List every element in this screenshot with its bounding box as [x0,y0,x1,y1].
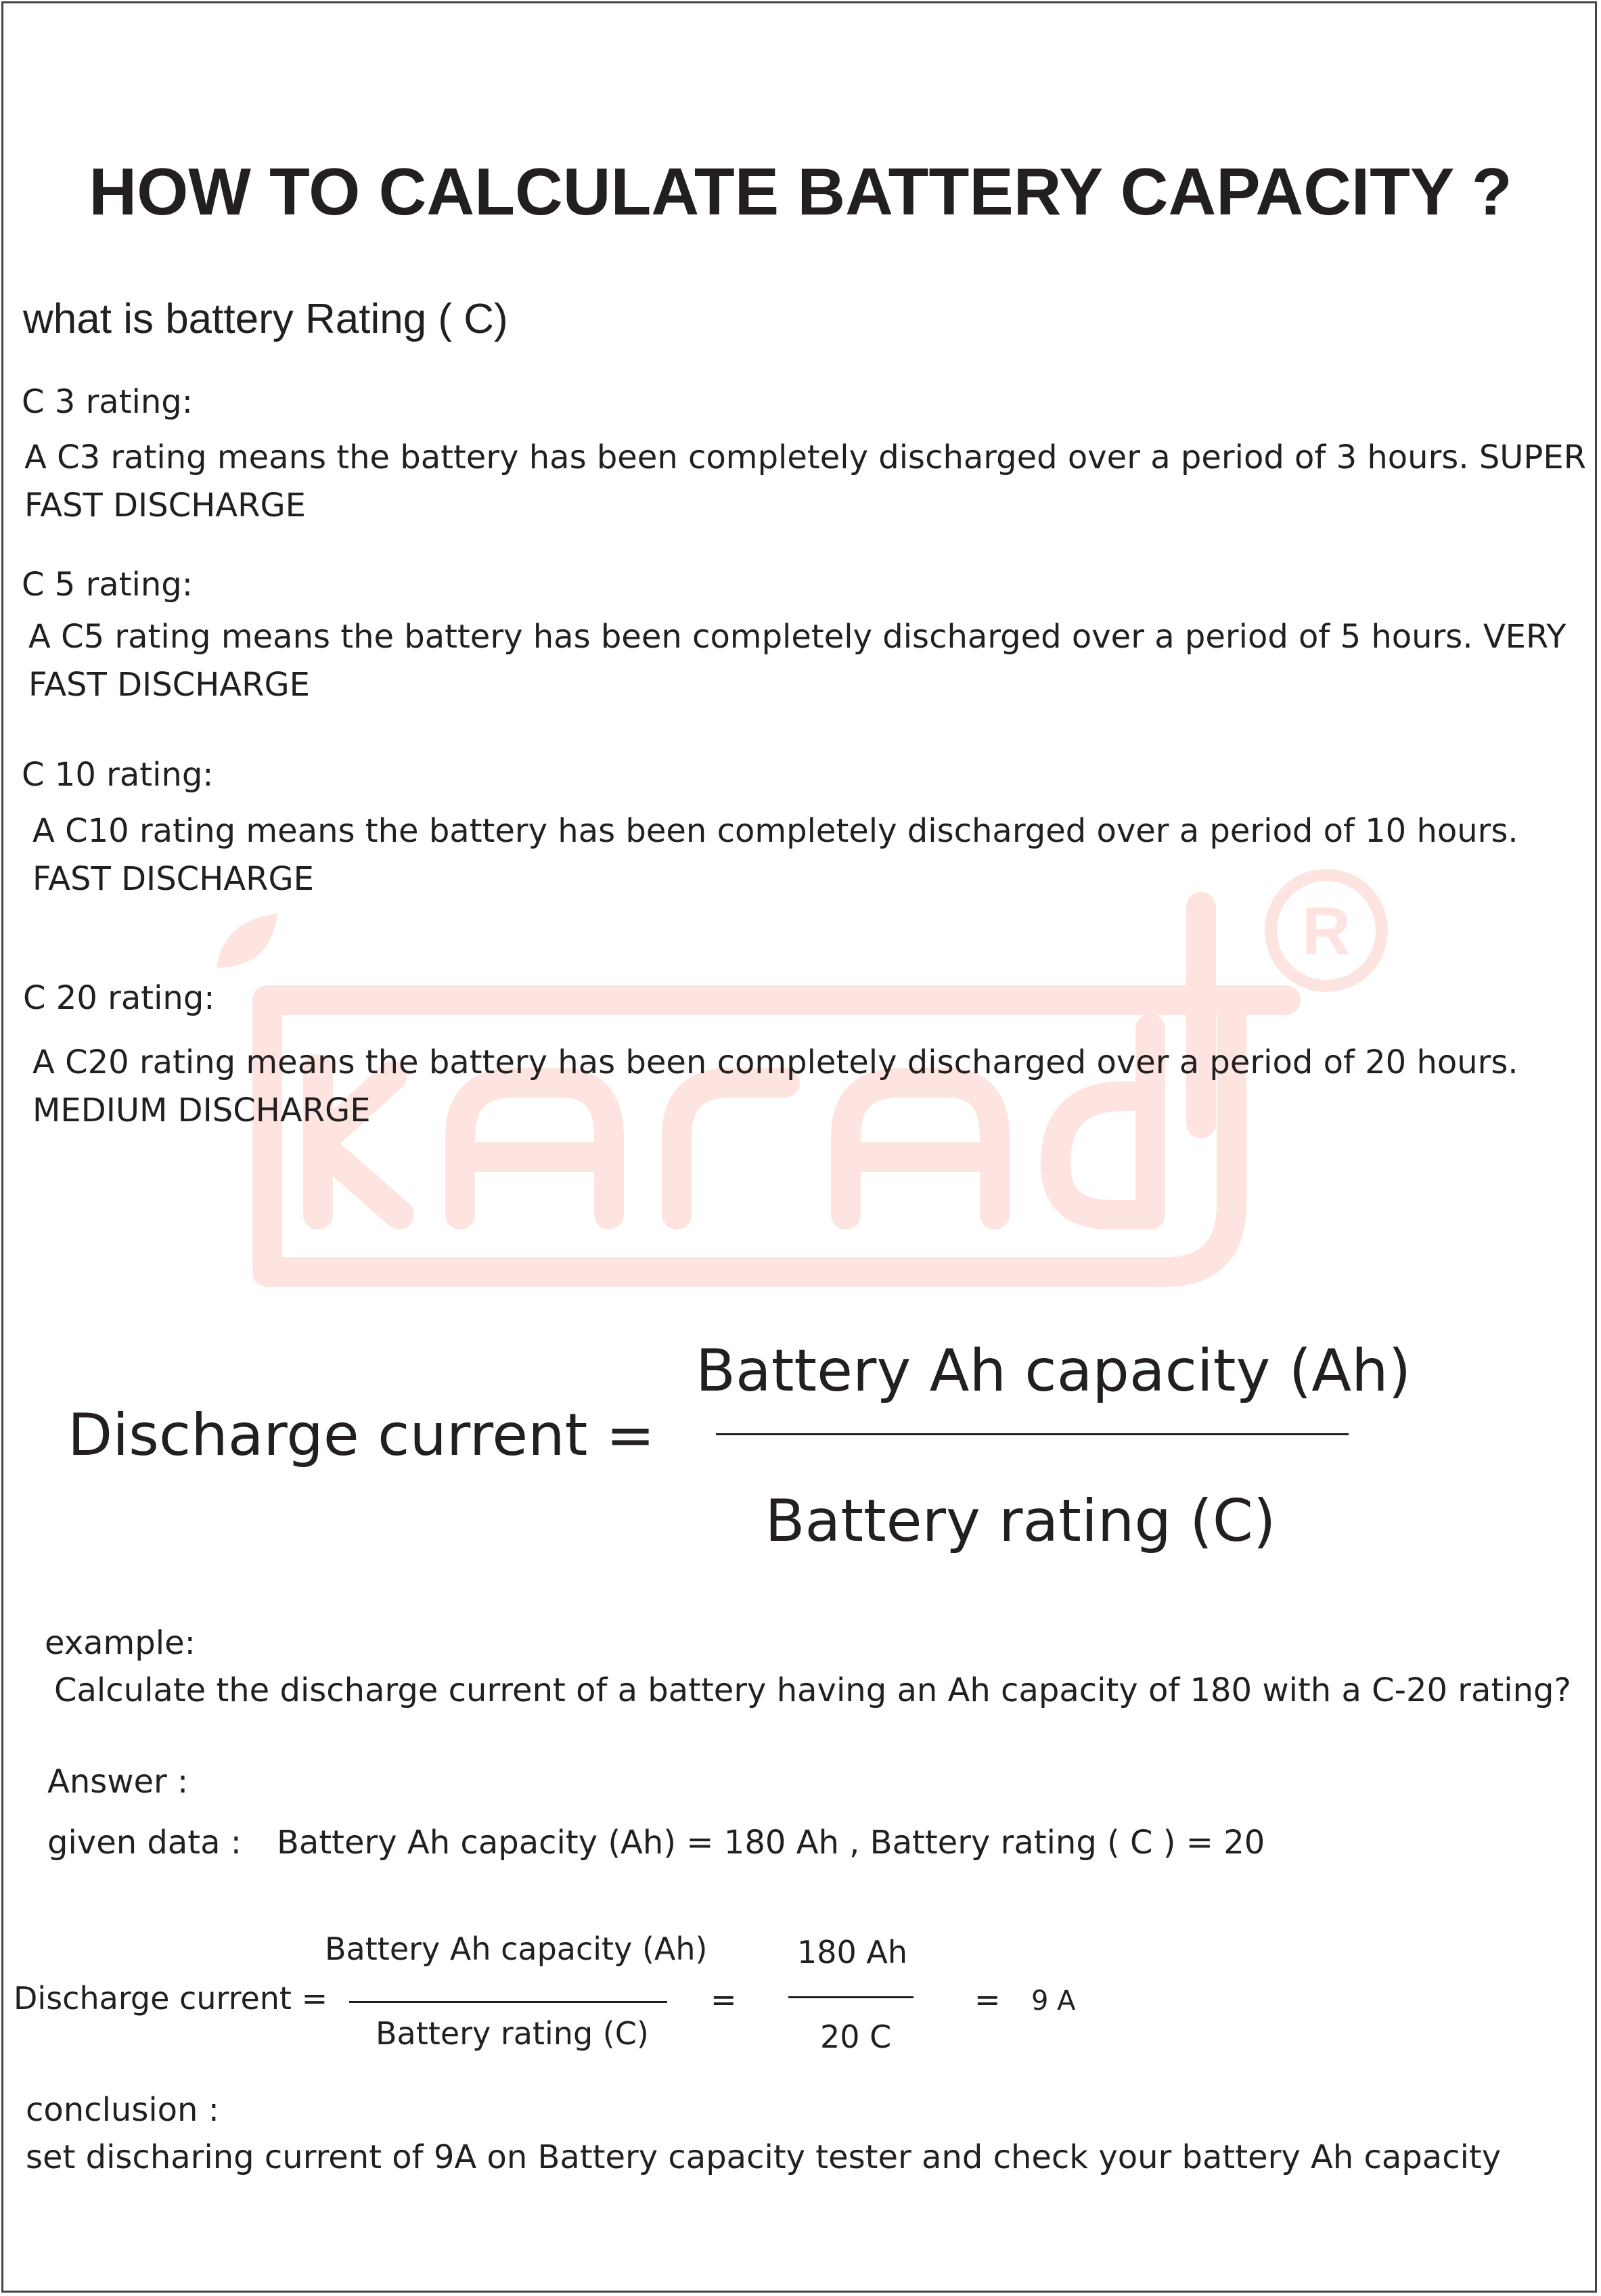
svg-text:R: R [1301,893,1351,969]
section-heading: what is battery Rating ( C) [23,296,508,342]
formula-fraction-bar [716,1433,1349,1435]
calc-result: 9 A [1031,1985,1076,2017]
calc-lhs: Discharge current = [14,1980,328,2017]
formula-lhs: Discharge current = [68,1401,655,1469]
rating-desc-c20-line1: A C20 rating means the battery has been completely discharged over a period of 20 hours. [32,1043,1518,1081]
calc-equals-1: = [711,1981,737,2018]
example-label: example: [45,1624,196,1662]
rating-label-c5: C 5 rating: [22,566,193,604]
formula-numerator: Battery Ah capacity (Ah) [696,1337,1412,1405]
rating-desc-c10 [32,807,1518,903]
rating-desc-c5-line1: A C5 rating means the battery has been completely discharged over a period of 5 hours. VERY [28,618,1566,656]
rating-desc-c5 [28,613,1566,709]
answer-label: Answer : [47,1763,189,1801]
given-data-text: Battery Ah capacity (Ah) = 180 Ah , Battery rating ( C ) = 20 [277,1824,1265,1862]
calc-num-value: 180 Ah [797,1934,908,1971]
calc-fraction-bar [349,2001,667,2003]
calc-value-fraction-bar [788,1996,914,1998]
rating-label-c10: C 10 rating: [22,756,214,794]
given-data-label: given data : [47,1824,242,1862]
conclusion-label: conclusion : [26,2091,219,2129]
rating-desc-c5-line2: FAST DISCHARGE [28,666,310,704]
formula-denominator: Battery rating (C) [765,1487,1276,1555]
calc-numerator: Battery Ah capacity (Ah) [325,1931,708,1967]
calc-denominator: Battery rating (C) [376,2015,649,2052]
rating-desc-c20 [32,1039,1518,1135]
rating-desc-c3-line1: A C3 rating means the battery has been completely discharged over a period of 3 hours. SUPER [24,438,1587,476]
rating-desc-c3 [24,434,1586,530]
rating-desc-c10-line2: FAST DISCHARGE [32,860,314,898]
conclusion-text: set discharing current of 9A on Battery capacity tester and check your battery Ah capacity [26,2138,1502,2176]
calc-den-value: 20 C [820,2019,892,2055]
rating-desc-c10-line1: A C10 rating means the battery has been completely discharged over a period of 10 hours. [32,812,1518,850]
rating-desc-c20-line2: MEDIUM DISCHARGE [32,1091,371,1129]
example-question: Calculate the discharge current of a battery having an Ah capacity of 180 with a C-20 rating? [54,1671,1571,1709]
rating-label-c20: C 20 rating: [23,979,215,1017]
rating-desc-c3-line2: FAST DISCHARGE [24,487,306,524]
calc-equals-2: = [974,1981,1001,2018]
rating-label-c3: C 3 rating: [22,383,193,421]
page-title: HOW TO CALCULATE BATTERY CAPACITY ? [89,154,1512,229]
